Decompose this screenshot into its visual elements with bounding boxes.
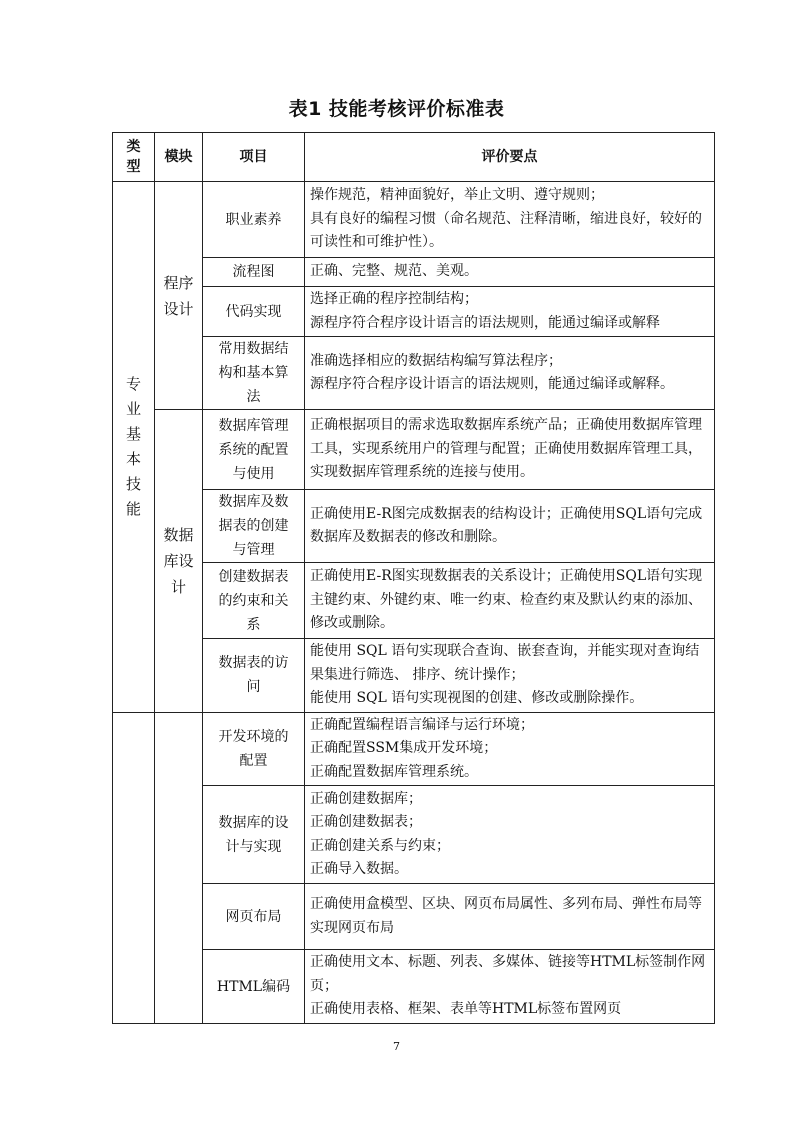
table-body [113,182,715,1024]
item-label: 数据库的设计与实现 [218,814,289,855]
evaluation-point: 选择正确的程序控制结构； [310,291,478,307]
table-row [113,490,715,563]
points-cell [305,490,715,563]
item-label: 创建数据表的约束和关系 [218,568,289,633]
evaluation-point: 正确使用E-R图完成数据表的结构设计；正确使用SQL语句完成数据库及数据表的修改和删除。 [310,505,703,545]
item-label: 数据库管理系统的配置与使用 [218,417,289,482]
evaluation-point: 能使用 SQL 语句实现视图的创建、修改或删除操作。 [310,690,644,706]
points-cell [305,639,715,713]
item-cell [203,786,305,884]
header-type-text: 类型 [126,139,141,175]
evaluation-point: 操作规范，精神面貌好，举止文明、遵守规则； [310,187,604,204]
module-label: 数据库设计 [163,525,194,596]
evaluation-point: 正确使用表格、框架、表单等HTML标签布置网页 [310,1001,622,1018]
evaluation-point: 正确、完整、规范、美观。 [310,263,478,280]
table-title: 表1 技能考核评价标准表 [288,98,505,120]
item-cell [203,287,305,337]
header-item: 项目 [203,133,305,182]
evaluation-point: 正确根据项目的需求选取数据库系统产品；正确使用数据库管理工具，实现系统用户的管理与配置；正确使用数据库管理工具，实现数据库管理系统的连接与使用。 [310,417,702,481]
table-row [113,950,715,1024]
evaluation-point: 源程序符合程序设计语言的语法规则，能通过编译或解释。 [310,376,674,392]
item-cell [203,639,305,713]
points-cell [305,884,715,950]
evaluation-point: 准确选择相应的数据结构编写算法程序； [310,352,562,369]
points-cell [305,258,715,287]
points-cell [305,950,715,1024]
table-row [113,337,715,410]
evaluation-point: 正确创建数据库； [310,790,422,807]
type-cell [113,712,155,1024]
item-cell [203,563,305,639]
points-cell [305,410,715,490]
item-cell [203,884,305,950]
table-row [113,884,715,950]
type-label: 专业基本技能 [125,374,141,518]
module-cell [155,712,203,1024]
item-label: 流程图 [232,264,275,280]
item-label: HTML编码 [216,978,291,995]
table-row [113,287,715,337]
points-cell [305,287,715,337]
item-label: 网页布局 [225,908,282,925]
header-type [113,133,155,182]
points-cell [305,786,715,884]
item-cell [203,258,305,287]
points-cell [305,337,715,410]
item-label: 数据表的访问 [218,655,289,696]
module-label: 程序设计 [163,273,194,318]
item-cell [203,182,305,258]
evaluation-point: 正确配置SSM集成开发环境； [310,740,498,756]
item-label: 常用数据结构和基本算法 [218,341,289,405]
evaluation-point: 源程序符合程序设计语言的语法规则，能通过编译或解释 [310,314,660,331]
item-cell [203,712,305,786]
item-cell [203,337,305,410]
module-cell [155,410,203,713]
evaluation-point: 正确配置编程语言编译与运行环境； [310,716,534,733]
module-cell [155,182,203,410]
item-cell [203,950,305,1024]
evaluation-point: 正确创建关系与约束； [310,837,450,854]
table-row [113,712,715,786]
skills-standard-table [112,132,715,1024]
table-row [113,563,715,639]
page-number: 7 [393,1040,400,1053]
item-label: 职业素养 [225,211,282,228]
points-cell [305,563,715,639]
evaluation-point: 正确配置数据库管理系统。 [310,763,478,780]
evaluation-point: 正确使用E-R图实现数据表的关系设计；正确使用SQL语句实现主键约束、外键约束、唯一约束、检查约束及默认约束的添加、修改或删除。 [310,568,703,632]
table-row [113,410,715,490]
evaluation-point: 正确使用文本、标题、列表、多媒体、链接等HTML标签制作网页； [310,954,706,994]
header-points: 评价要点 [305,133,715,182]
evaluation-point: 正确创建数据表； [310,814,422,830]
table-row [113,258,715,287]
points-cell [305,182,715,258]
header-module: 模块 [155,133,203,182]
table-row [113,639,715,713]
evaluation-point: 具有良好的编程习惯（命名规范、注释清晰，缩进良好，较好的可读性和可维护性）。 [310,210,702,251]
points-cell [305,712,715,786]
table-row [113,182,715,258]
evaluation-point: 能使用 SQL 语句实现联合查询、嵌套查询，并能实现对查询结果集进行筛选、 排序、统计操作； [310,643,700,683]
type-cell [113,182,155,713]
item-cell [203,410,305,490]
evaluation-point: 正确使用盒模型、区块、网页布局属性、多列布局、弹性布局等实现网页布局 [310,896,702,936]
item-label: 代码实现 [225,303,282,320]
item-label: 数据库及数据表的创建与管理 [218,494,289,558]
item-label: 开发环境的配置 [218,728,289,769]
table-row [113,786,715,884]
item-cell [203,490,305,563]
evaluation-point: 正确导入数据。 [310,861,408,877]
